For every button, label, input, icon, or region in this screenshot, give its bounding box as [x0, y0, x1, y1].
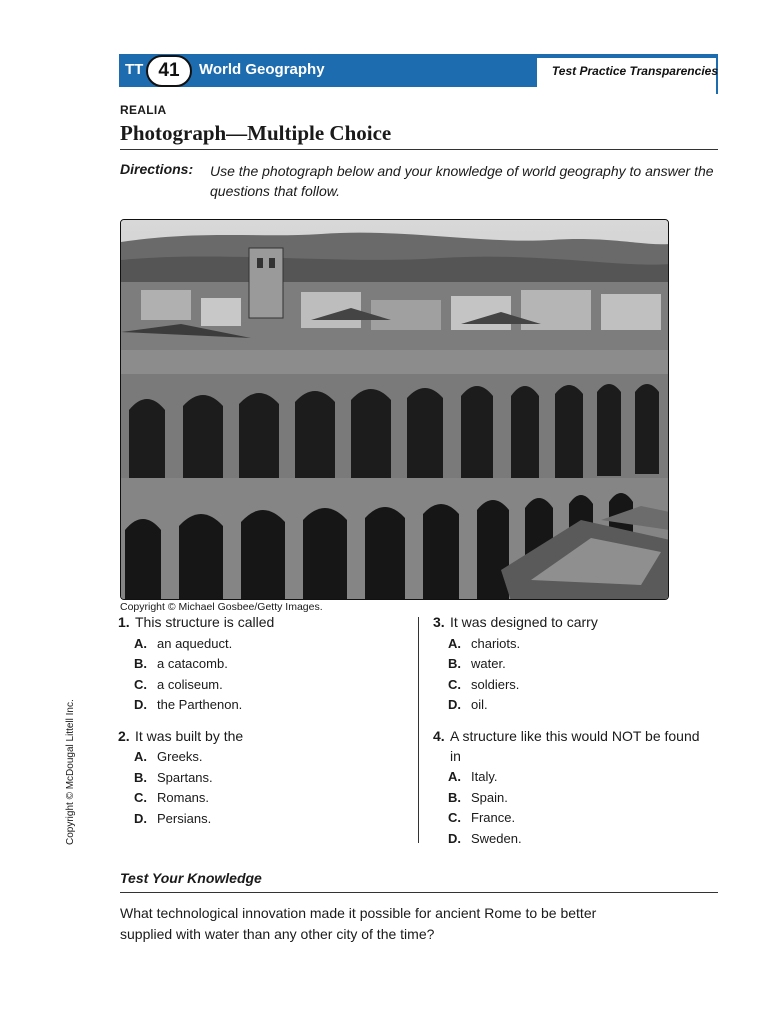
- option-letter: C.: [448, 810, 461, 825]
- banner-subject: World Geography: [199, 61, 325, 78]
- question-text: A structure like this would NOT be found in: [450, 728, 700, 764]
- question-text: It was built by the: [135, 728, 244, 744]
- tyk-rule: [120, 892, 718, 893]
- option-text: Spartans.: [157, 770, 213, 785]
- question-text: It was designed to carry: [450, 614, 598, 630]
- option-text: the Parthenon.: [157, 697, 243, 712]
- option-text: Romans.: [157, 790, 210, 805]
- option-letter: B.: [134, 770, 147, 785]
- option-letter: D.: [134, 811, 147, 826]
- option-text: Persians.: [157, 811, 212, 826]
- option-text: Greeks.: [157, 749, 203, 764]
- test-your-knowledge-heading: Test Your Knowledge: [120, 870, 262, 886]
- option-text: an aqueduct.: [157, 636, 233, 651]
- option-letter: A.: [448, 636, 461, 651]
- aqueduct-illustration: [121, 220, 669, 600]
- question-number: 1.: [118, 614, 130, 630]
- option-text: Sweden.: [471, 831, 522, 846]
- aqueduct-photograph: [120, 219, 669, 600]
- column-divider: [418, 617, 419, 843]
- option-letter: C.: [134, 790, 147, 805]
- option-text: soldiers.: [471, 677, 520, 692]
- option-text: chariots.: [471, 636, 521, 651]
- photo-credit: Copyright © Michael Gosbee/Getty Images.: [120, 601, 323, 613]
- option-letter: D.: [448, 831, 461, 846]
- question-number: 4.: [433, 728, 445, 744]
- banner-rule: [537, 54, 718, 58]
- question-number: 2.: [118, 728, 130, 744]
- option-text: a catacomb.: [157, 656, 228, 671]
- directions-text: Use the photograph below and your knowledge of world geography to answer the questions that follow.: [210, 163, 714, 199]
- section-label: REALIA: [120, 103, 167, 117]
- option-text: Spain.: [471, 790, 508, 805]
- option-letter: D.: [134, 697, 147, 712]
- option-letter: C.: [448, 677, 461, 692]
- option-letter: B.: [134, 656, 147, 671]
- option-text: water.: [471, 656, 506, 671]
- option-letter: A.: [134, 749, 147, 764]
- option-letter: A.: [134, 636, 147, 651]
- option-letter: C.: [134, 677, 147, 692]
- page-title: Photograph—Multiple Choice: [120, 121, 392, 145]
- banner-series: Test Practice Transparencies: [551, 64, 718, 78]
- option-letter: A.: [448, 769, 461, 784]
- option-text: France.: [471, 810, 516, 825]
- question-number: 3.: [433, 614, 445, 630]
- option-letter: B.: [448, 790, 461, 805]
- option-letter: B.: [448, 656, 461, 671]
- option-text: oil.: [471, 697, 488, 712]
- directions-label: Directions:: [120, 161, 194, 177]
- option-letter: D.: [448, 697, 461, 712]
- header-banner: [119, 54, 718, 88]
- transparency-number: 41: [146, 55, 192, 87]
- side-copyright: Copyright © McDougal Littell Inc.: [65, 699, 76, 845]
- option-text: a coliseum.: [157, 677, 223, 692]
- test-your-knowledge-question: What technological innovation made it possible for ancient Rome to be better supplied with water than any other city of the time?: [120, 905, 597, 942]
- banner-tt: TT: [125, 61, 144, 78]
- title-rule: [120, 149, 718, 150]
- question-text: This structure is called: [135, 614, 275, 630]
- option-text: Italy.: [471, 769, 498, 784]
